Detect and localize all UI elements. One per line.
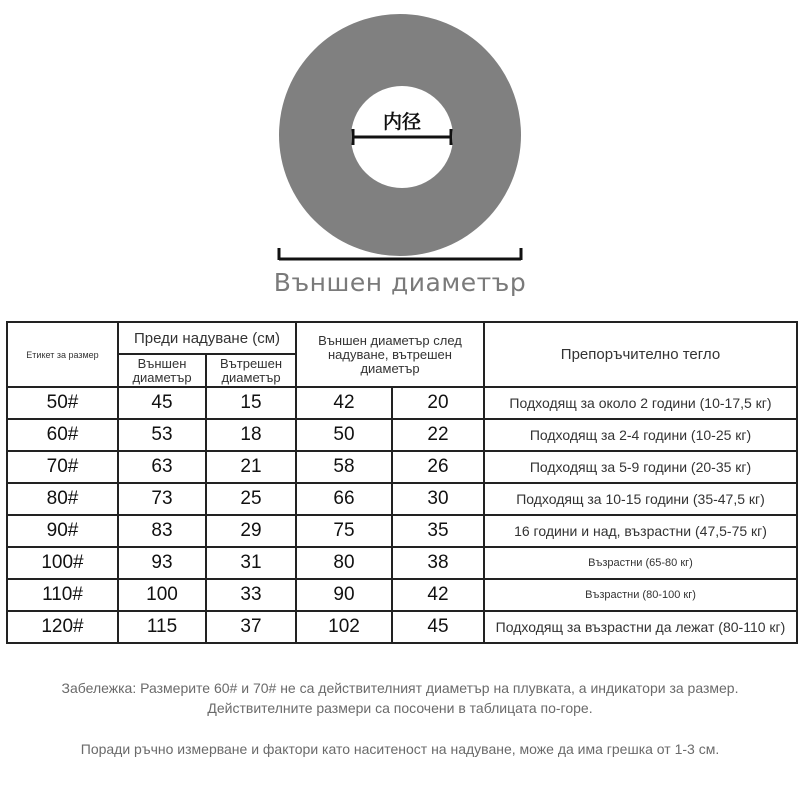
outer-after-cell: 42 <box>296 387 392 419</box>
inner-before-cell: 21 <box>206 451 296 483</box>
header-after-inflation: Външен диаметър след надуване, вътрешен диаметър <box>296 322 484 387</box>
header-before-inner: Вътрешен диаметър <box>206 354 296 387</box>
outer-after-cell: 80 <box>296 547 392 579</box>
inner-before-cell: 37 <box>206 611 296 643</box>
header-recommended-weight: Препоръчително тегло <box>484 322 797 387</box>
outer-after-cell: 58 <box>296 451 392 483</box>
table-row <box>7 547 797 579</box>
weight-cell: Подходящ за 2-4 години (10-25 кг) <box>484 419 797 451</box>
outer-before-cell: 73 <box>118 483 206 515</box>
outer-after-cell: 90 <box>296 579 392 611</box>
weight-cell: Възрастни (80-100 кг) <box>484 579 797 611</box>
weight-cell: Възрастни (65-80 кг) <box>484 547 797 579</box>
inner-before-cell: 31 <box>206 547 296 579</box>
outer-before-cell: 115 <box>118 611 206 643</box>
header-size-label: Етикет за размер <box>7 322 118 387</box>
outer-after-cell: 75 <box>296 515 392 547</box>
size-table <box>6 321 798 644</box>
inner-after-cell: 30 <box>392 483 484 515</box>
inner-after-cell: 42 <box>392 579 484 611</box>
outer-before-cell: 45 <box>118 387 206 419</box>
outer-before-cell: 100 <box>118 579 206 611</box>
outer-before-cell: 63 <box>118 451 206 483</box>
size-cell: 70# <box>7 451 118 483</box>
inner-after-cell: 22 <box>392 419 484 451</box>
inner-after-cell: 20 <box>392 387 484 419</box>
table-header-row <box>7 322 797 354</box>
inner-after-cell: 26 <box>392 451 484 483</box>
outer-after-cell: 50 <box>296 419 392 451</box>
size-cell: 50# <box>7 387 118 419</box>
table-row <box>7 611 797 643</box>
inner-before-cell: 15 <box>206 387 296 419</box>
size-cell: 110# <box>7 579 118 611</box>
weight-cell: Подходящ за 5-9 години (20-35 кг) <box>484 451 797 483</box>
inner-diameter-label: 内径 <box>382 111 422 133</box>
table-row <box>7 387 797 419</box>
size-cell: 80# <box>7 483 118 515</box>
outer-before-cell: 53 <box>118 419 206 451</box>
weight-cell: Подходящ за 10-15 години (35-47,5 кг) <box>484 483 797 515</box>
weight-cell: Подходящ за възрастни да лежат (80-110 кг) <box>484 611 797 643</box>
inner-after-cell: 45 <box>392 611 484 643</box>
inner-before-cell: 29 <box>206 515 296 547</box>
table-row <box>7 483 797 515</box>
note-size-indicator <box>0 678 800 718</box>
swim-ring-diagram <box>0 0 800 320</box>
note-size-indicator-text: Забележка: Размерите 60# и 70# не са действителният диаметър на плувката, а индикатори за размер. Действителните размери са посочени в таблицата по-горе. <box>61 680 739 716</box>
table-row <box>7 451 797 483</box>
inner-before-cell: 33 <box>206 579 296 611</box>
size-cell: 120# <box>7 611 118 643</box>
outer-before-cell: 93 <box>118 547 206 579</box>
weight-cell: Подходящ за около 2 години (10-17,5 кг) <box>484 387 797 419</box>
header-before-outer: Външен диаметър <box>118 354 206 387</box>
table-row <box>7 419 797 451</box>
table-body <box>7 387 797 643</box>
note-measurement-error-text: Поради ръчно измерване и фактори като наситеност на надуване, може да има грешка от 1-3 см. <box>80 741 720 757</box>
table-row <box>7 515 797 547</box>
outer-diameter-label: Външен диаметър <box>273 268 527 297</box>
weight-cell: 16 години и над, възрастни (47,5-75 кг) <box>484 515 797 547</box>
inner-before-cell: 18 <box>206 419 296 451</box>
size-cell: 90# <box>7 515 118 547</box>
size-cell: 100# <box>7 547 118 579</box>
inner-before-cell: 25 <box>206 483 296 515</box>
outer-after-cell: 66 <box>296 483 392 515</box>
outer-before-cell: 83 <box>118 515 206 547</box>
outer-after-cell: 102 <box>296 611 392 643</box>
inner-after-cell: 35 <box>392 515 484 547</box>
table-row <box>7 579 797 611</box>
size-cell: 60# <box>7 419 118 451</box>
note-measurement-error <box>0 739 800 759</box>
inner-after-cell: 38 <box>392 547 484 579</box>
header-before-inflation: Преди надуване (см) <box>118 322 296 354</box>
